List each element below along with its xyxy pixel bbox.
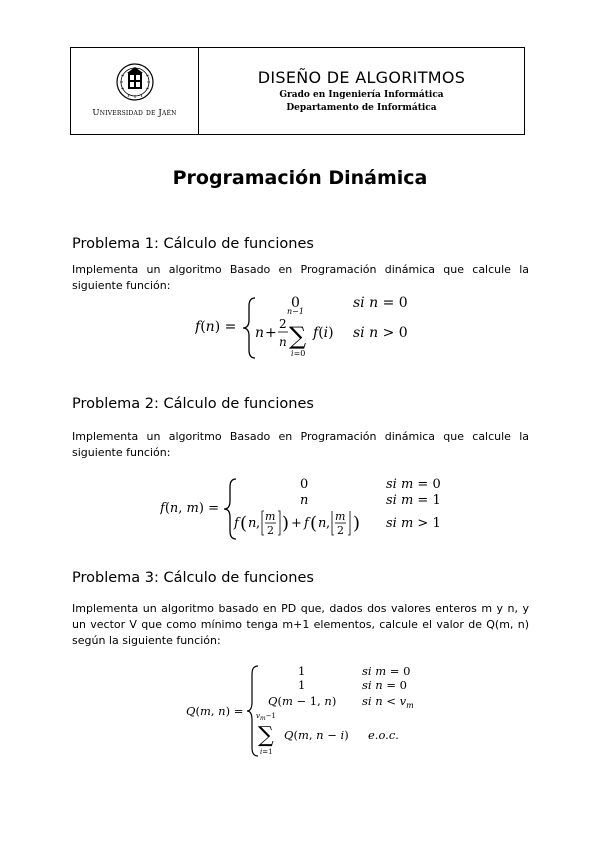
statement-line: un vector V que como mínimo tenga m+1 elementos, calcule el valor de Q(m, n) — [72, 618, 529, 631]
sum-symbol: ∑ — [258, 723, 274, 748]
statement-line: Implementa un algoritmo basado en PD que, dados dos valores enteros m y n, y — [72, 602, 529, 615]
case-condition: si $n < v_m$ — [362, 694, 414, 710]
svg-text:,: , — [326, 516, 331, 531]
svg-text:+: + — [291, 516, 302, 531]
logo-text: Universidad de Jaén — [92, 108, 177, 118]
svg-text:): ) — [353, 513, 361, 534]
statement-line: Implementa un algoritmo Basado en Programación dinámica que calcule la — [72, 430, 529, 443]
statement-line: Implementa un algoritmo Basado en Programación dinámica que calcule la — [72, 263, 529, 276]
svg-text:n: n — [318, 516, 327, 531]
svg-text:n: n — [248, 516, 257, 531]
svg-text:m: m — [335, 510, 346, 523]
case-condition: si m > 1 — [386, 516, 441, 531]
case-value: 0 — [300, 477, 309, 492]
case-condition: si m = 1 — [386, 493, 441, 508]
problem-3-heading: Problema 3: Cálculo de funciones — [72, 570, 314, 586]
case-condition: e.o.c. — [368, 728, 399, 742]
svg-text:(: ( — [240, 513, 248, 534]
problem-1-heading: Problema 1: Cálculo de funciones — [72, 236, 314, 252]
case-value: Q(m, n − i) — [284, 728, 349, 742]
header-box — [70, 47, 525, 135]
svg-text:,: , — [256, 516, 261, 531]
svg-text:m: m — [265, 510, 276, 523]
case-value: n — [255, 325, 265, 341]
svg-text:2: 2 — [267, 524, 274, 537]
page-title: Programación Dinámica — [172, 167, 428, 189]
problem-3-statement — [72, 601, 529, 649]
svg-text:f: f — [304, 516, 309, 531]
svg-text:i=1: i=1 — [260, 748, 273, 756]
university-seal-icon — [115, 62, 155, 106]
case-condition: si n > 0 — [353, 325, 408, 341]
case-condition: si m = 0 — [386, 477, 441, 492]
department-name: Departamento de Informática — [286, 103, 437, 113]
case-condition: si n = 0 — [353, 295, 408, 311]
statement-line: según la siguiente función: — [72, 634, 221, 647]
course-title: DISEÑO DE ALGORITMOS — [257, 68, 466, 87]
statement-line: siguiente función: — [72, 279, 171, 292]
problem-1-formula — [195, 292, 425, 368]
case-value: 1 — [298, 664, 306, 678]
svg-text:(: ( — [310, 513, 318, 534]
svg-text:n−1: n−1 — [287, 307, 304, 316]
problem-2-statement — [72, 429, 529, 461]
svg-text:+: + — [265, 325, 277, 341]
problem-1-statement — [72, 262, 529, 294]
case-condition: si m = 0 — [362, 664, 411, 678]
degree-name: Grado en Ingeniería Informática — [279, 90, 444, 100]
svg-text:n: n — [279, 335, 287, 349]
svg-text:2: 2 — [337, 524, 344, 537]
statement-line: siguiente función: — [72, 446, 171, 459]
case-value: 0 — [291, 295, 300, 311]
problem-2-heading: Problema 2: Cálculo de funciones — [72, 396, 314, 412]
formula-lhs: f(n) = — [195, 319, 237, 335]
svg-text:f(i): f(i) — [313, 325, 334, 341]
problem-2-formula — [160, 473, 450, 549]
case-value: f — [234, 516, 239, 531]
svg-text:2: 2 — [279, 317, 287, 331]
case-value: n — [300, 493, 309, 508]
svg-text:): ) — [282, 513, 290, 534]
case-value: 1 — [298, 678, 306, 692]
case-condition: si n = 0 — [362, 678, 407, 692]
svg-text:vm−1: vm−1 — [256, 712, 276, 722]
problem-3-formula — [186, 662, 446, 764]
case-value: Q(m − 1, n) — [268, 694, 337, 708]
university-logo — [71, 48, 198, 134]
svg-text:i=0: i=0 — [291, 349, 306, 358]
formula-lhs: Q(m, n) = — [186, 704, 244, 718]
sum-symbol: ∑ — [289, 322, 307, 350]
formula-lhs: f(n, m) = — [160, 501, 219, 516]
